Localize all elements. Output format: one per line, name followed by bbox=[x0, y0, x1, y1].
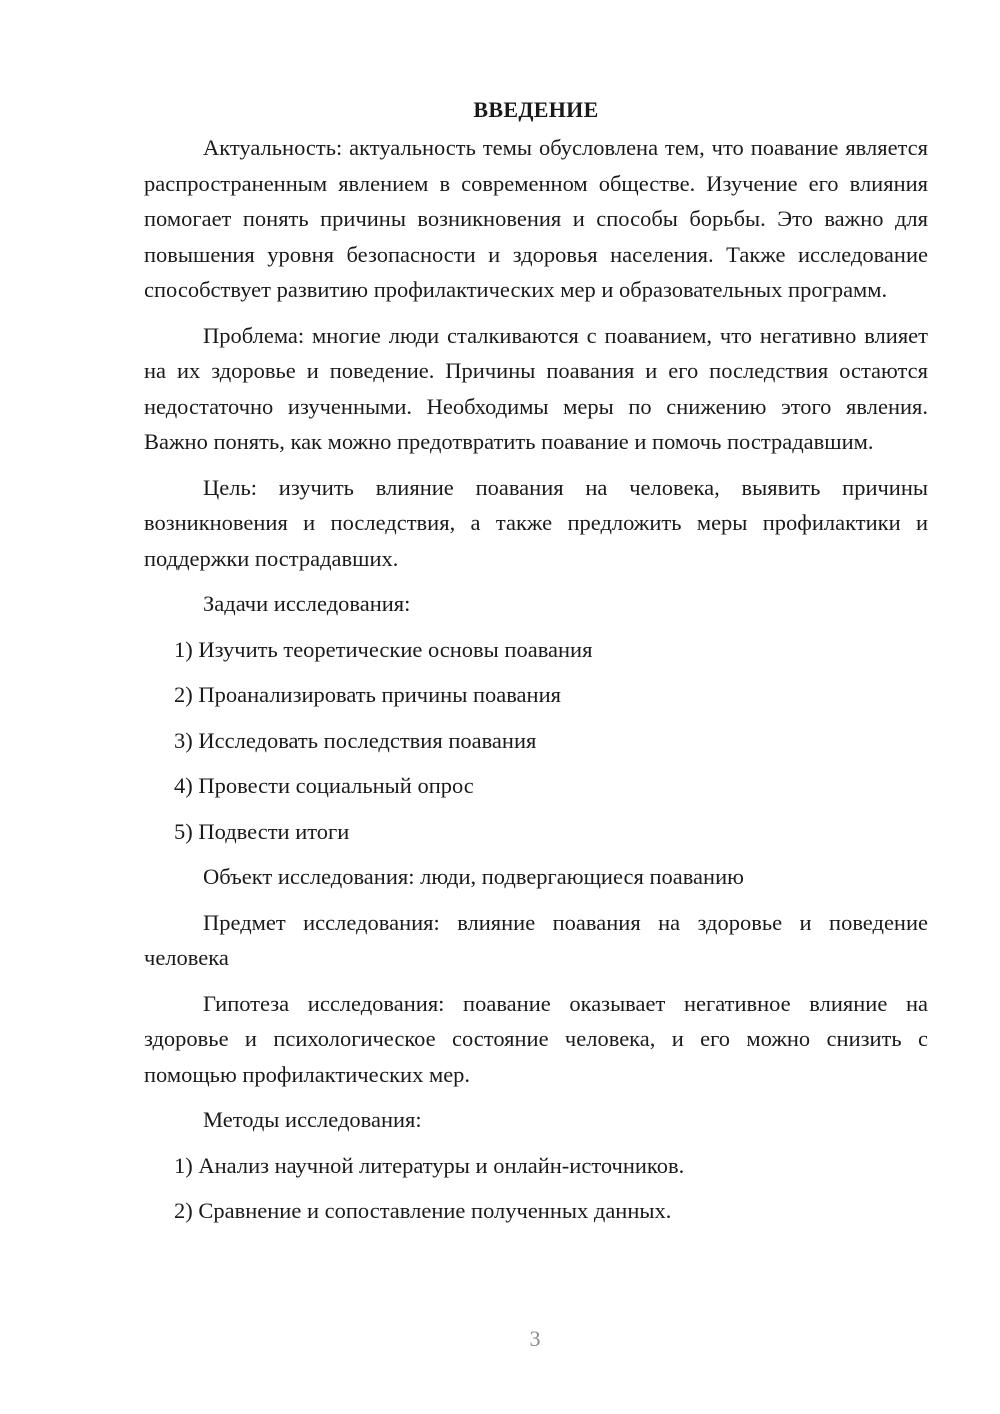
method-item-1: 1) Анализ научной литературы и онлайн-источников. bbox=[174, 1152, 685, 1178]
task-item-2: 2) Проанализировать причины поавания bbox=[174, 682, 561, 707]
relevance-paragraph: Актуальность: актуальность темы обусловлена тем, что поавание является распространенным явлением в современном обществе. Изучение его влияния помогает понять причины возникновения и способы борьбы. Это важно для повышения уровня безопасности и здоровья населения. Также исследование способствует развитию профилактических мер и образовательных программ. bbox=[144, 135, 928, 302]
page-number: 3 bbox=[529, 1326, 541, 1351]
object-paragraph: Объект исследования: люди, подвергающиеся поаванию bbox=[203, 864, 744, 889]
subject-paragraph: Предмет исследования: влияние поавания на здоровье и поведение человека bbox=[144, 909, 928, 970]
task-item-5: 5) Подвести итоги bbox=[174, 818, 350, 844]
section-heading: ВВЕДЕНИЕ bbox=[473, 97, 599, 122]
task-item-1: 1) Изучить теоретические основы поавания bbox=[174, 636, 593, 662]
goal-paragraph: Цель: изучить влияние поавания на человека, выявить причины возникновения и последствия, а также предложить меры профилактики и поддержки пострадавших. bbox=[144, 474, 928, 571]
task-item-4: 4) Провести социальный опрос bbox=[174, 773, 474, 798]
task-item-3: 3) Исследовать последствия поавания bbox=[174, 727, 537, 753]
tasks-title: Задачи исследования: bbox=[203, 591, 411, 616]
method-item-2: 2) Сравнение и сопоставление полученных данных. bbox=[174, 1198, 672, 1223]
document-page bbox=[144, 95, 928, 1239]
hypothesis-paragraph: Гипотеза исследования: поавание оказывает негативное влияние на здоровье и психологическое состояние человека, и его можно снизить с помощью профилактических мер. bbox=[144, 990, 928, 1087]
methods-title: Методы исследования: bbox=[203, 1107, 422, 1132]
problem-paragraph: Проблема: многие люди сталкиваются с поаванием, что негативно влияет на их здоровье и поведение. Причины поавания и его последствия остаются недостаточно изученными. Необходимы меры по снижению этого явления. Важно понять, как можно предотвратить поавание и помочь пострадавшим. bbox=[144, 322, 928, 454]
